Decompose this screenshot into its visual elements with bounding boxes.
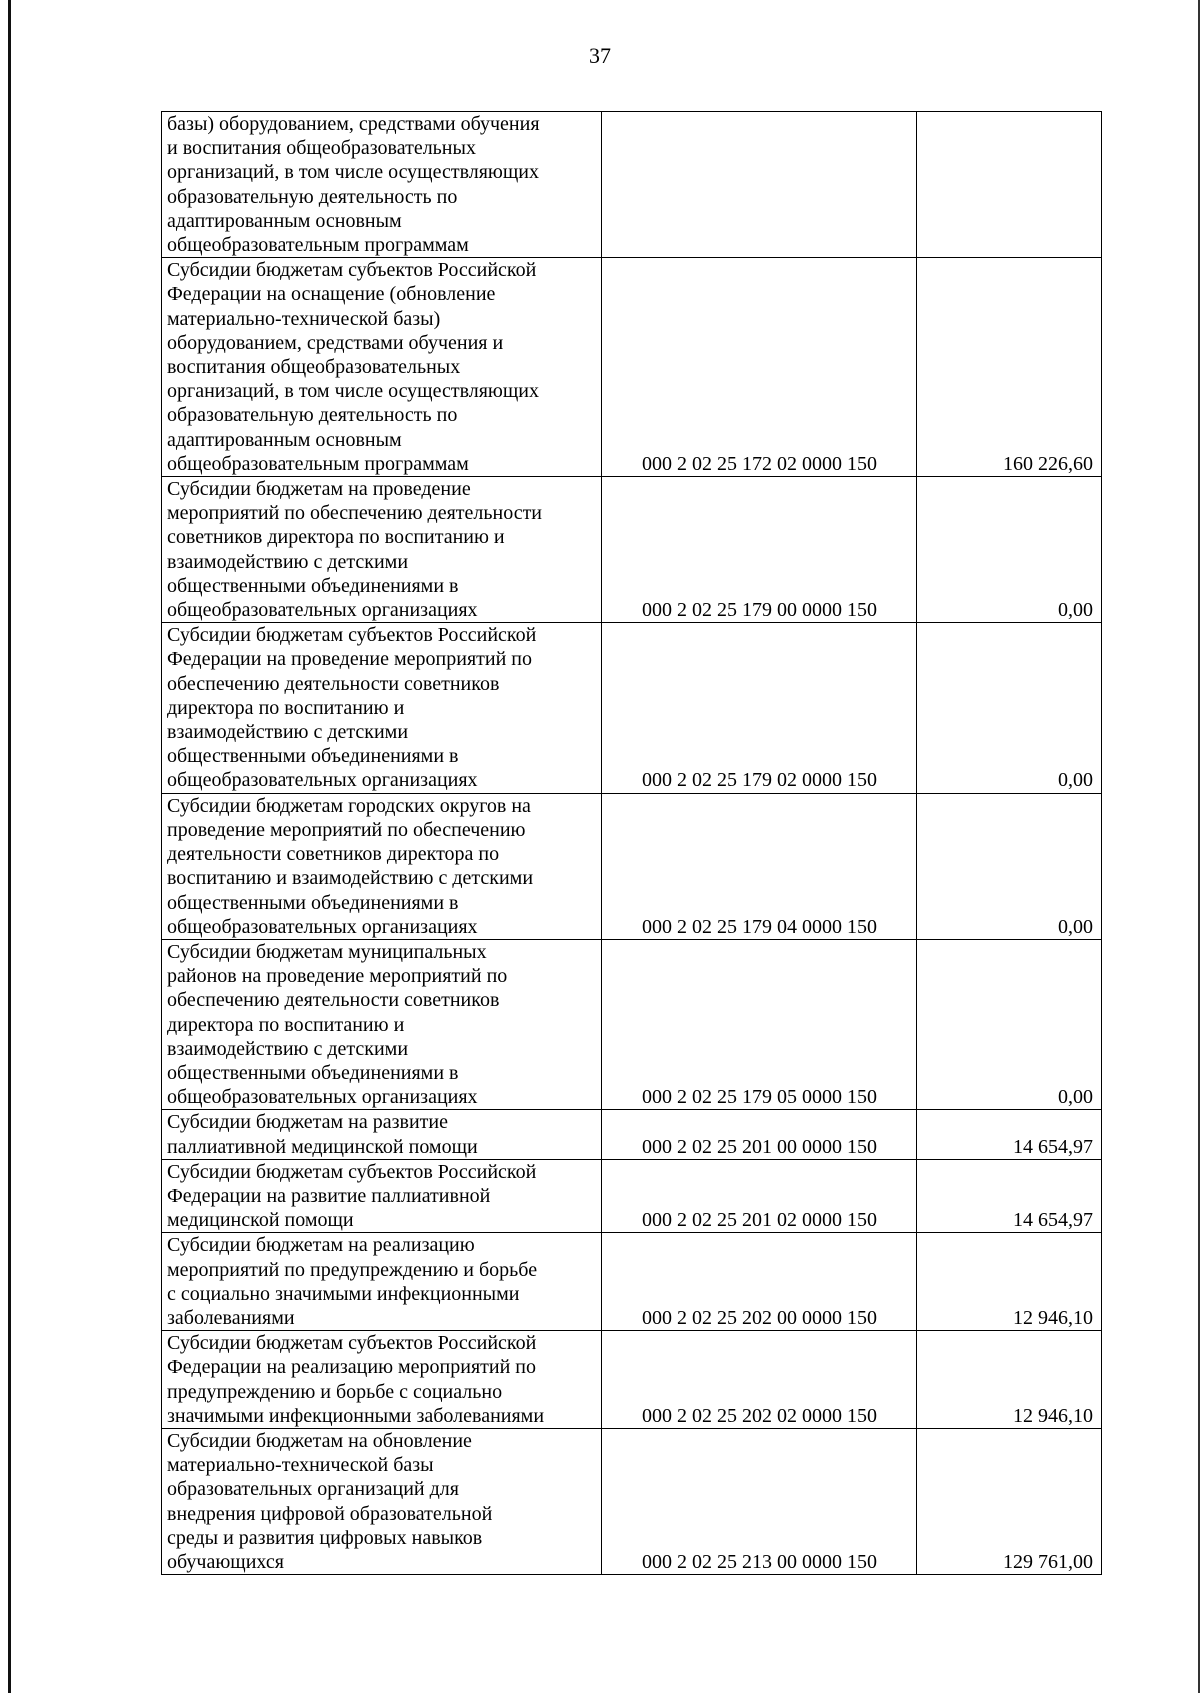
description-line: образовательных организаций для — [167, 1478, 459, 1501]
scan-left-edge — [8, 0, 11, 1693]
description-line: Субсидии бюджетам городских округов на — [167, 794, 531, 817]
table-row — [162, 1110, 1102, 1159]
description-line: Субсидии бюджетам на реализацию — [167, 1234, 475, 1257]
row-code: 000 2 02 25 202 02 0000 150 — [602, 1331, 917, 1429]
description-line: общественными объединениями в — [167, 745, 459, 768]
description-line: общеобразовательных организациях — [167, 769, 478, 792]
description-line: медицинской помощи — [167, 1209, 354, 1232]
description-line: Субсидии бюджетам субъектов Российской — [167, 259, 537, 282]
description-line: образовательную деятельность по — [167, 404, 458, 427]
description-line: мероприятий по обеспечению деятельности — [167, 502, 543, 525]
table-row — [162, 258, 1102, 477]
description-line: общеобразовательным программам — [167, 452, 469, 475]
description-line: воспитания общеобразовательных — [167, 356, 461, 379]
row-amount: 0,00 — [917, 939, 1102, 1109]
row-description — [162, 1110, 602, 1159]
description-line: общеобразовательных организациях — [167, 599, 478, 622]
row-description — [162, 112, 602, 258]
description-line: внедрения цифровой образовательной — [167, 1502, 493, 1525]
description-line: и воспитания общеобразовательных — [167, 137, 476, 160]
description-line: предупреждению и борьбе с социально — [167, 1380, 503, 1403]
description-line: мероприятий по предупреждению и борьбе — [167, 1258, 538, 1281]
description-line: Субсидии бюджетам субъектов Российской — [167, 1332, 537, 1355]
row-code: 000 2 02 25 179 05 0000 150 — [602, 939, 917, 1109]
description-line: Федерации на проведение мероприятий по — [167, 648, 532, 671]
description-line: обеспечению деятельности советников — [167, 989, 500, 1012]
description-line: Субсидии бюджетам субъектов Российской — [167, 1160, 537, 1183]
row-amount — [917, 112, 1102, 258]
description-line: с социально значимыми инфекционными — [167, 1282, 520, 1305]
description-line: общеобразовательных организациях — [167, 915, 478, 938]
description-line: среды и развития цифровых навыков — [167, 1526, 483, 1549]
row-description — [162, 1233, 602, 1331]
description-line: Федерации на оснащение (обновление — [167, 283, 496, 306]
row-code: 000 2 02 25 201 02 0000 150 — [602, 1159, 917, 1233]
row-code: 000 2 02 25 179 00 0000 150 — [602, 477, 917, 623]
table-row — [162, 939, 1102, 1109]
description-line: паллиативной медицинской помощи — [167, 1135, 478, 1158]
row-code: 000 2 02 25 213 00 0000 150 — [602, 1428, 917, 1574]
description-line: взаимодействию с детскими — [167, 721, 409, 744]
description-line: общеобразовательных организациях — [167, 1086, 478, 1109]
description-line: общественными объединениями в — [167, 1061, 459, 1084]
description-line: воспитанию и взаимодействию с детскими — [167, 867, 534, 890]
row-description — [162, 793, 602, 939]
row-amount: 0,00 — [917, 793, 1102, 939]
row-amount: 12 946,10 — [917, 1331, 1102, 1429]
description-line: Субсидии бюджетам муниципальных — [167, 940, 487, 963]
description-line: организаций, в том числе осуществляющих — [167, 380, 539, 403]
description-line: обучающихся — [167, 1550, 284, 1573]
description-line: значимыми инфекционными заболеваниями — [167, 1404, 545, 1427]
description-line: организаций, в том числе осуществляющих — [167, 161, 539, 184]
row-description — [162, 258, 602, 477]
description-line: Субсидии бюджетам на развитие — [167, 1111, 448, 1134]
budget-table — [161, 111, 1102, 1575]
row-description — [162, 477, 602, 623]
table-row — [162, 477, 1102, 623]
row-code: 000 2 02 25 201 00 0000 150 — [602, 1110, 917, 1159]
description-line: общественными объединениями в — [167, 574, 459, 597]
description-line: обеспечению деятельности советников — [167, 672, 500, 695]
row-amount: 0,00 — [917, 477, 1102, 623]
description-line: адаптированным основным — [167, 209, 402, 232]
description-line: Федерации на развитие паллиативной — [167, 1184, 491, 1207]
table-row — [162, 623, 1102, 793]
row-code: 000 2 02 25 172 02 0000 150 — [602, 258, 917, 477]
description-line: заболеваниями — [167, 1306, 295, 1329]
row-code: 000 2 02 25 179 02 0000 150 — [602, 623, 917, 793]
row-amount: 12 946,10 — [917, 1233, 1102, 1331]
row-amount: 160 226,60 — [917, 258, 1102, 477]
description-line: Федерации на реализацию мероприятий по — [167, 1356, 537, 1379]
page-number: 37 — [589, 43, 611, 68]
row-code: 000 2 02 25 202 00 0000 150 — [602, 1233, 917, 1331]
description-line: материально-технической базы — [167, 1454, 434, 1477]
description-line: адаптированным основным — [167, 428, 402, 451]
description-line: Субсидии бюджетам субъектов Российской — [167, 624, 537, 647]
description-line: районов на проведение мероприятий по — [167, 965, 508, 988]
row-description — [162, 1428, 602, 1574]
description-line: общественными объединениями в — [167, 891, 459, 914]
row-description — [162, 623, 602, 793]
budget-table-body — [162, 112, 1102, 1575]
description-line: общеобразовательным программам — [167, 234, 469, 257]
table-row — [162, 793, 1102, 939]
description-line: базы) оборудованием, средствами обучения — [167, 113, 540, 135]
description-line: деятельности советников директора по — [167, 843, 500, 866]
table-row — [162, 1331, 1102, 1429]
description-line: проведение мероприятий по обеспечению — [167, 818, 526, 841]
table-row — [162, 1159, 1102, 1233]
description-line: взаимодействию с детскими — [167, 1037, 409, 1060]
table-row — [162, 1428, 1102, 1574]
row-description — [162, 1331, 602, 1429]
description-line: Субсидии бюджетам на проведение — [167, 478, 471, 501]
row-amount: 129 761,00 — [917, 1428, 1102, 1574]
table-row — [162, 112, 1102, 258]
row-amount: 0,00 — [917, 623, 1102, 793]
row-description — [162, 939, 602, 1109]
description-line: образовательную деятельность по — [167, 185, 458, 208]
description-line: Субсидии бюджетам на обновление — [167, 1429, 472, 1452]
description-line: взаимодействию с детскими — [167, 550, 409, 573]
description-line: оборудованием, средствами обучения и — [167, 331, 504, 354]
row-amount: 14 654,97 — [917, 1159, 1102, 1233]
description-line: директора по воспитанию и — [167, 1013, 405, 1036]
description-line: директора по воспитанию и — [167, 696, 405, 719]
row-amount: 14 654,97 — [917, 1110, 1102, 1159]
description-line: материально-технической базы) — [167, 307, 441, 330]
table-row — [162, 1233, 1102, 1331]
row-code: 000 2 02 25 179 04 0000 150 — [602, 793, 917, 939]
row-code — [602, 112, 917, 258]
description-line: советников директора по воспитанию и — [167, 526, 505, 549]
row-description — [162, 1159, 602, 1233]
